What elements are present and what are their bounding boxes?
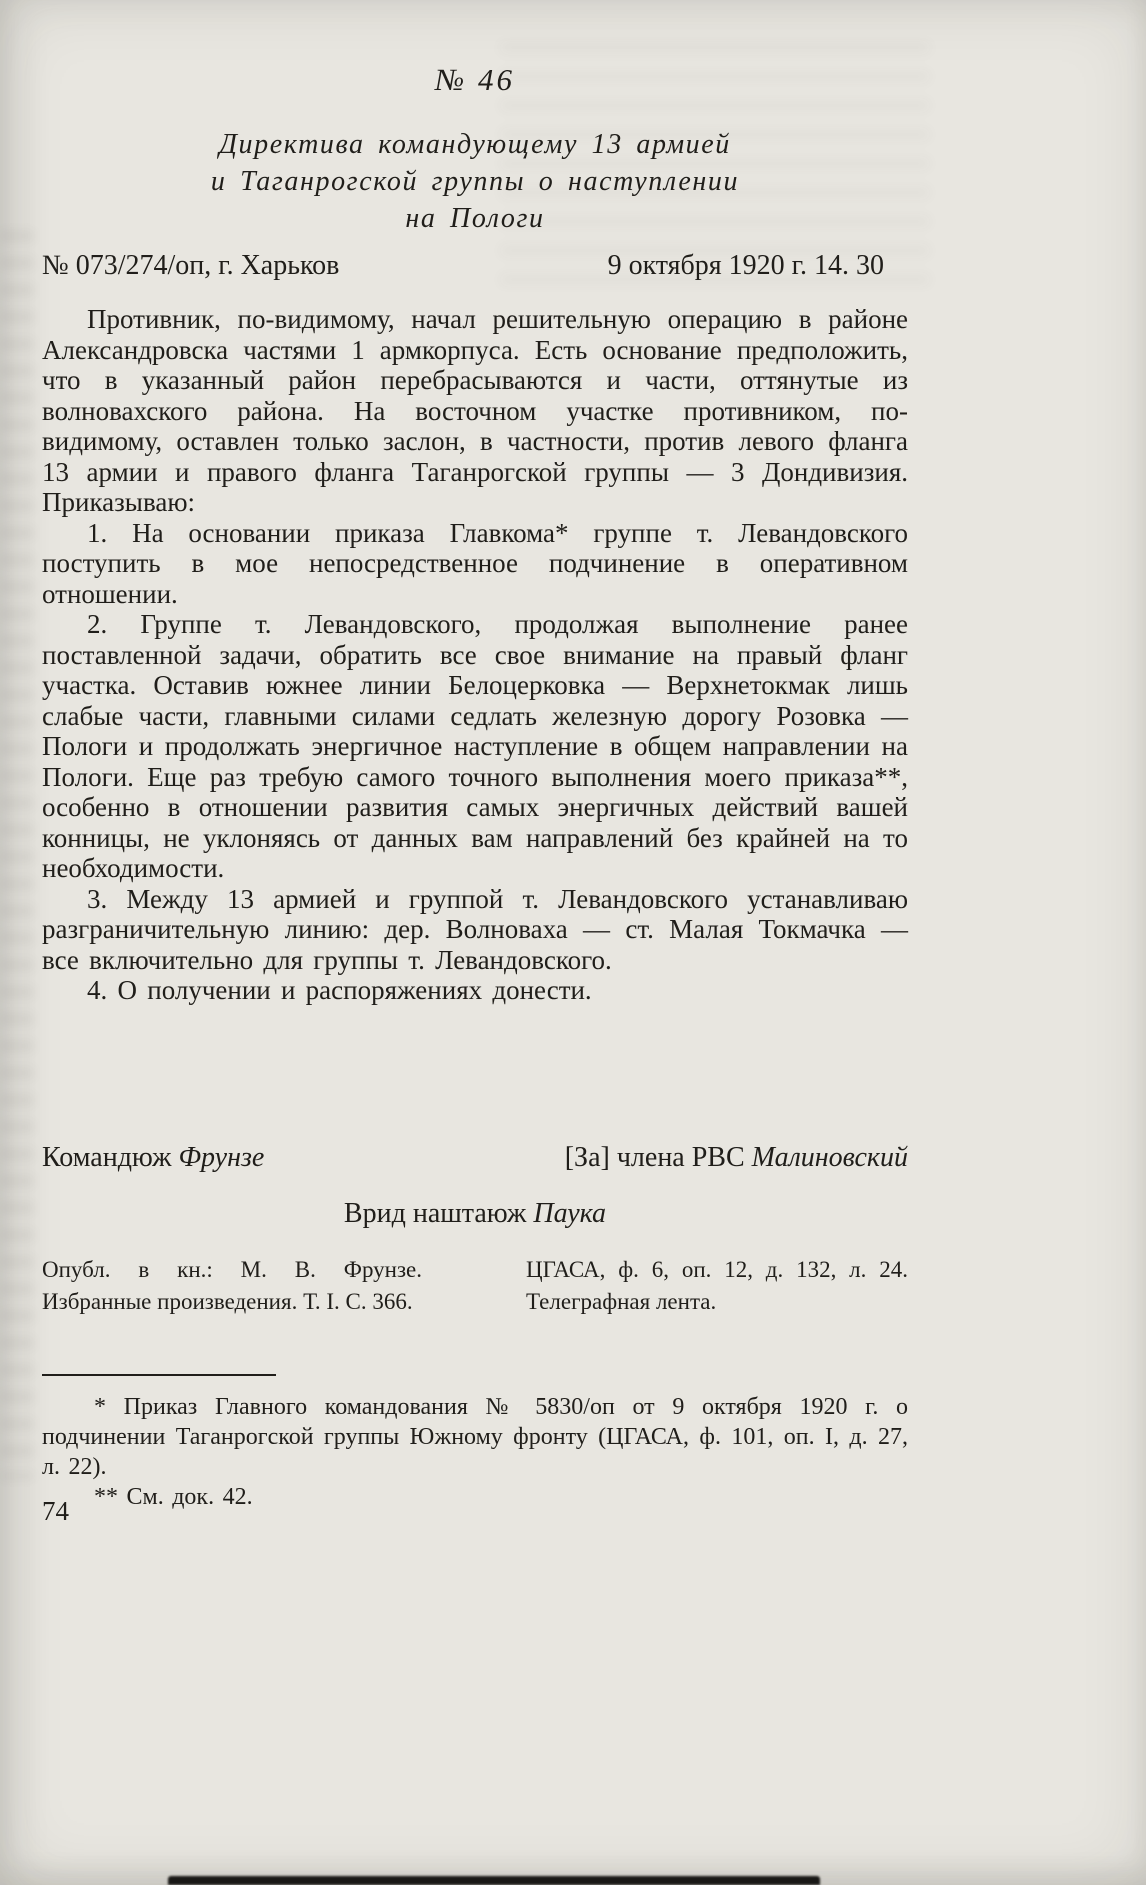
body-paragraph: 1. На основании приказа Главкома* группе т. Левандовского поступить в мое непосредственное подчинение в оперативном отношении. [42, 517, 908, 609]
signature-name: Малиновский [751, 1142, 908, 1173]
footnotes [42, 1392, 908, 1512]
reference-date: 9 октября 1920 г. 14. 30 [607, 250, 884, 281]
document-title-line: Директива командующему 13 армией [219, 129, 731, 160]
signature-left [42, 1142, 264, 1174]
body-paragraph: 4. О получении и распоряжениях донести. [87, 975, 592, 1005]
footnote: * Приказ Главного командования № 5830/оп от 9 октября 1920 г. о подчинении Таганрогской группы Южному фронту (ЦГАСА, ф. 101, оп. I, д. 27, л. 22). [42, 1394, 908, 1480]
body-paragraph: 2. Группе т. Левандовского, продолжая выполнение ранее поставленной задачи, обратить все свое внимание на правый фланг участка. Оставив южнее линии Белоцерковка — Верхнетокмак лишь слабые части, главными силами седлать железную дорогу Розовка — Пологи и продолжать энергичное наступление в общем направлении на Пологи. Еще раз требую самого точного выполнения моего приказа**, особенно в отношении развития самых энергичных действий вашей конницы, не уклоняясь от данных вам направлений без крайней на то необходимости. [42, 609, 908, 883]
source-notes [42, 1254, 908, 1318]
document-title-line: на Пологи [405, 203, 545, 234]
body-paragraph: 3. Между 13 армией и группой т. Левандовского устанавливаю разграничительную линию: дер. Волноваха — ст. Малая Токмачка — все включительно для группы т. Левандовского. [42, 883, 908, 975]
reference-number-place: № 073/274/оп, г. Харьков [42, 250, 340, 281]
footnote-divider [42, 1374, 276, 1376]
signature-name: Фрунзе [178, 1142, 265, 1173]
page-number: 74 [42, 1496, 69, 1526]
reference-line [42, 250, 908, 282]
signature-role: [За] члена РВС [564, 1142, 745, 1173]
document-number: № 46 [435, 62, 515, 97]
body-paragraph: Противник, по-видимому, начал решительную операцию в районе Александровска частями 1 армкорпуса. Есть основание предположить, что в указанный район перебрасываются и части, оттянутые из волновахского района. На восточном участке противником, по-видимому, оставлен только заслон, в частности, против левого фланга 13 армии и правого фланга Таганрогской группы — 3 Дондивизия. Приказываю: [42, 304, 908, 517]
signature-row [42, 1142, 908, 1174]
publication-note: Опубл. в кн.: М. В. Фрунзе. Избранные произведения. Т. I. С. 366. [42, 1257, 422, 1314]
footnote: ** См. док. 42. [94, 1484, 253, 1510]
scan-artifact-bottom-edge [168, 1876, 820, 1885]
scan-artifact-bleedthrough-left [0, 230, 34, 1480]
signature-role: Командюж [42, 1142, 172, 1173]
signature-center [42, 1198, 908, 1230]
signature-name: Паука [533, 1198, 607, 1229]
archive-note: ЦГАСА, ф. 6, оп. 12, д. 132, л. 24. Телеграфная лента. [526, 1257, 908, 1314]
signature-right [565, 1142, 908, 1174]
document-title-line: и Таганрогской группы о наступлении [210, 166, 740, 197]
document-title [42, 126, 908, 237]
document-body [42, 304, 908, 1006]
signature-role: Врид наштаюж [343, 1198, 527, 1229]
